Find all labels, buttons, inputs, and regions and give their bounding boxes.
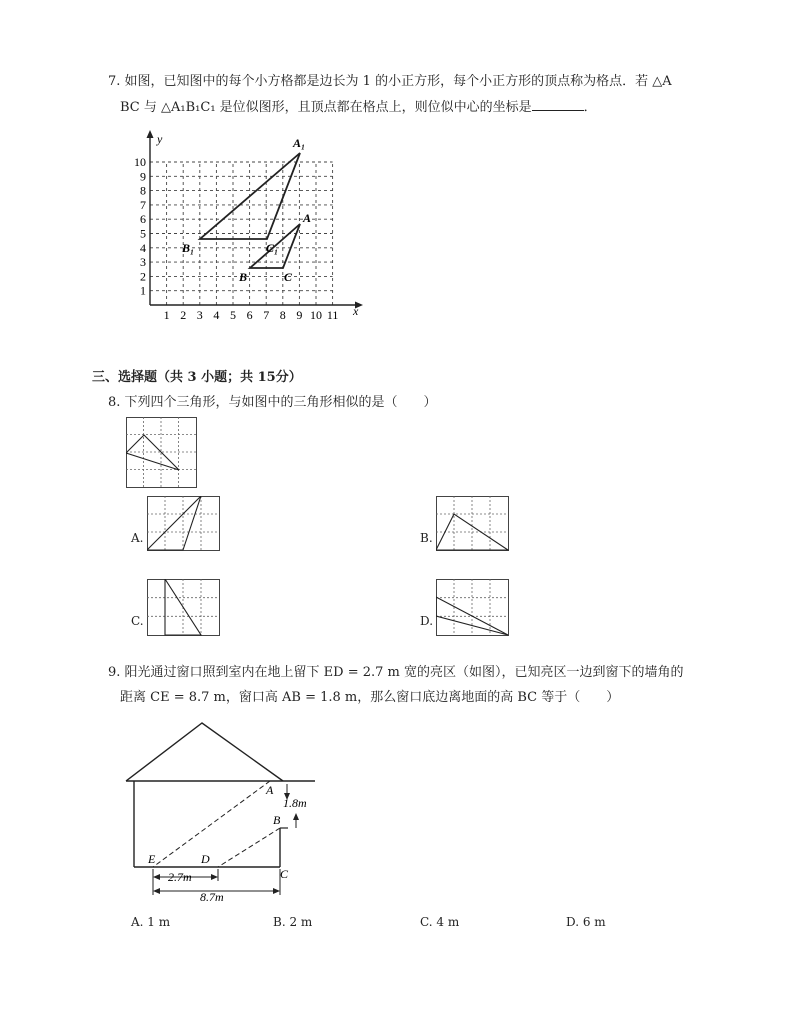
label-b: B [239, 270, 248, 284]
q8-option-d-figure[interactable] [436, 579, 509, 636]
q8-option-a-label[interactable]: A. [131, 531, 144, 545]
x-tick-label: 6 [246, 308, 253, 320]
label-point-e: E [148, 852, 156, 866]
label-point-d: D [201, 852, 210, 866]
q7-line1: 7. 如图，已知图中的每个小方格都是边长为 1 的小正方形，每个小正方形的顶点称为格点．若 △A [108, 74, 672, 89]
y-tick-label: 1 [140, 283, 146, 298]
x-axis-label: x [353, 304, 359, 318]
q9-option-a[interactable]: A. 1 m [131, 915, 171, 929]
label-point-a: A [266, 783, 274, 797]
q9-line1: 9. 阳光通过窗口照到室内在地上留下 ED = 2.7 m 宽的亮区（如图），已知亮区一边到窗下的墙角的 [108, 665, 684, 680]
y-tick-label: 5 [140, 226, 146, 241]
x-tick-label: 11 [326, 308, 339, 320]
label-ab-length: 1.8m [283, 796, 307, 810]
answer-blank[interactable] [532, 98, 584, 111]
x-tick-label: 7 [263, 308, 270, 320]
q8-text: 8. 下列四个三角形，与如图中的三角形相似的是（ ） [108, 395, 437, 410]
y-tick-label: 4 [140, 240, 146, 255]
y-axis-arrow-icon [147, 130, 154, 138]
q7-line2-end: ． [583, 100, 597, 115]
q9-line2: 距离 CE = 8.7 m，窗口高 AB = 1.8 m，那么窗口底边离地面的高 BC 等于（ ） [120, 690, 620, 705]
x-tick-label: 1 [163, 308, 170, 320]
label-c1: C₁ [266, 241, 279, 255]
section-heading: 三、选择题（共 3 小题；共 15分） [92, 370, 302, 385]
label-b1: B₁ [182, 241, 195, 255]
y-tick-label: 8 [140, 183, 146, 198]
x-tick-label: 5 [230, 308, 236, 320]
q7-line2 [120, 98, 597, 117]
q9-option-c[interactable]: C. 4 m [420, 915, 460, 929]
label-c: C [284, 270, 293, 284]
label-point-c: C [280, 867, 289, 881]
y-tick-label: 9 [140, 169, 146, 184]
x-tick-label: 10 [310, 308, 322, 320]
light-ray-bd [218, 828, 280, 867]
q8-option-a-figure[interactable] [147, 496, 220, 551]
q8-option-d-label[interactable]: D. [420, 614, 434, 628]
q8-option-c-figure[interactable] [147, 579, 220, 636]
y-axis-label: y [157, 132, 163, 146]
y-tick-label: 10 [134, 155, 146, 169]
q8-option-c-label[interactable]: C. [131, 614, 144, 628]
x-tick-label: 8 [279, 308, 286, 320]
label-point-b: B [273, 813, 281, 827]
q9-house-figure [120, 715, 330, 910]
q9-option-b[interactable]: B. 2 m [273, 915, 313, 929]
q8-reference-figure [126, 417, 197, 488]
x-tick-label: 2 [180, 308, 187, 320]
label-ec-length: 8.7m [200, 890, 224, 904]
q8-option-b-label[interactable]: B. [420, 531, 433, 545]
x-tick-label: 9 [296, 308, 303, 320]
q7-line2-text: BC 与 △A₁B₁C₁ 是位似图形，且顶点都在格点上，则位似中心的坐标是 [120, 100, 532, 115]
x-tick-label: 4 [213, 308, 220, 320]
house-roof [126, 723, 283, 781]
y-tick-label: 7 [140, 197, 146, 212]
q9-option-d[interactable]: D. 6 m [566, 915, 606, 929]
x-tick-label: 3 [196, 308, 203, 320]
y-tick-label: 6 [140, 212, 146, 227]
label-a1: A₁ [293, 136, 306, 150]
q8-option-b-figure[interactable] [436, 496, 509, 551]
label-ed-length: 2.7m [168, 870, 192, 884]
q7-coordinate-grid [125, 125, 375, 320]
light-ray-ae [153, 781, 270, 867]
y-tick-label: 2 [140, 269, 146, 284]
label-a: A [303, 211, 312, 225]
y-tick-label: 3 [140, 255, 146, 270]
